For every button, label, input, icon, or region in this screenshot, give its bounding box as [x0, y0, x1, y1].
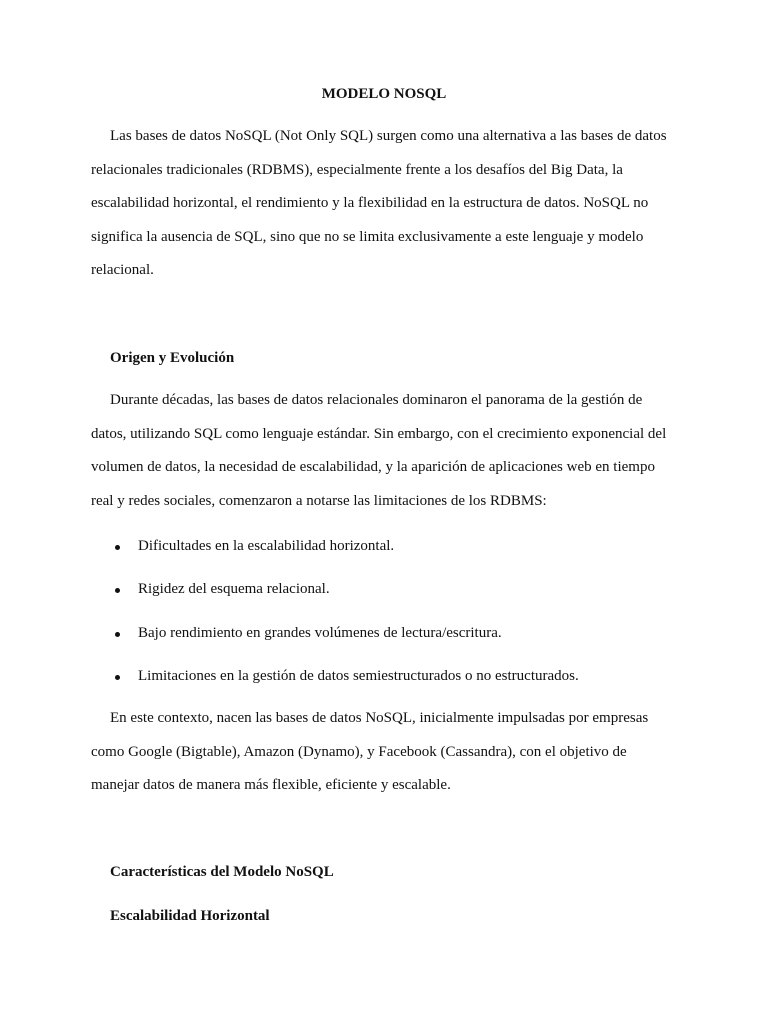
intro-paragraph: Las bases de datos NoSQL (Not Only SQL) surgen como una alternativa a las bases de datos relacionales tradicionales (RDBMS), especialmente frente a los desafíos del Big Data, la escalabilidad horizontal, el rendimiento y la flexibilidad en la estructura de datos. NoSQL no significa la ausencia de SQL, sino que no se limita exclusivamente a este lenguaje y modelo relacional.	[91, 128, 667, 278]
section-heading-features: Características del Modelo NoSQL	[110, 864, 334, 880]
list-item-text: Rigidez del esquema relacional.	[138, 581, 330, 597]
list-item-text: Dificultades en la escalabilidad horizontal.	[138, 538, 395, 554]
origin-paragraph: Durante décadas, las bases de datos relacionales dominaron el panorama de la gestión de datos, utilizando SQL como lenguaje estándar. Sin embargo, con el crecimiento exponencial del volumen de datos, la necesidad de escalabilidad, y la aparición de aplicaciones web en tiempo real y redes sociales, comenzaron a notarse las limitaciones de los RDBMS:	[91, 392, 667, 509]
list-item-text: Bajo rendimiento en grandes volúmenes de lectura/escritura.	[138, 625, 502, 641]
bullet-icon	[115, 675, 120, 680]
subsection-heading-scalability: Escalabilidad Horizontal	[110, 908, 270, 924]
list-item-text: Limitaciones en la gestión de datos semiestructurados o no estructurados.	[138, 668, 579, 684]
bullet-icon	[115, 588, 120, 593]
page-title: MODELO NOSQL	[321, 86, 447, 102]
context-paragraph: En este contexto, nacen las bases de datos NoSQL, inicialmente impulsadas por empresas como Google (Bigtable), Amazon (Dynamo), y Facebook (Cassandra), con el objetivo de manejar datos de manera más flexible, eficiente y escalable.	[91, 710, 649, 793]
bullet-icon	[115, 632, 120, 637]
section-heading-origin: Origen y Evolución	[110, 350, 235, 366]
bullet-icon	[115, 545, 120, 550]
